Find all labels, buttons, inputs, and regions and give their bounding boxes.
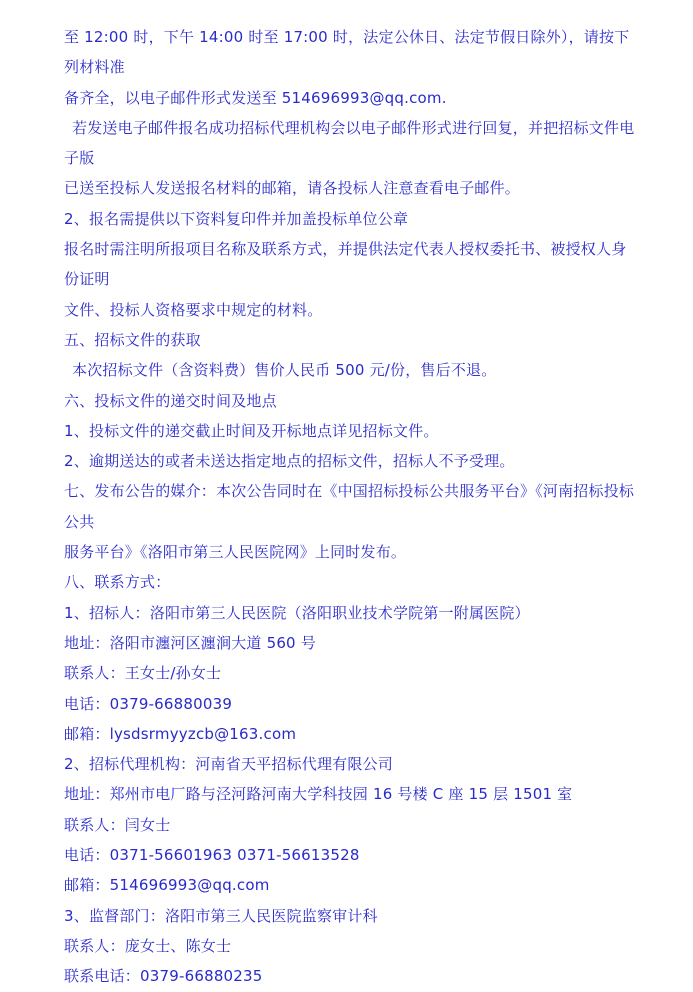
text-line: 2、报名需提供以下资料复印件并加盖投标单位公章 <box>64 209 409 228</box>
text-line: 邮箱：lysdsrmyyzcb@163.com <box>64 724 297 743</box>
text-line: 六、投标文件的递交时间及地点 <box>64 391 277 410</box>
text-line: 3、监督部门：洛阳市第三人民医院监察审计科 <box>64 906 378 925</box>
text-line: 本次招标文件（含资料费）售价人民币 500 元/份，售后不退。 <box>72 361 497 380</box>
text-line: 电话：0379-66880039 <box>64 694 233 713</box>
text-line: 联系人：庞女士、陈女士 <box>64 936 232 955</box>
text-line: 联系电话：0379-66880235 <box>64 967 263 986</box>
text-line: 服务平台》《洛阳市第三人民医院网》上同时发布。 <box>64 543 407 562</box>
text-line: 七、发布公告的媒介：本次公告同时在《中国招标投标公共服务平台》《河南招标投标公共 <box>64 482 635 531</box>
text-line: 联系人：闫女士 <box>64 815 171 834</box>
text-line: 地址：洛阳市瀍河区瀍涧大道 560 号 <box>64 633 316 652</box>
text-line: 2、逾期送达的或者未送达指定地点的招标文件，招标人不予受理。 <box>64 452 515 471</box>
text-line: 备齐全，以电子邮件形式发送至 514696993@qq.com. <box>64 88 447 107</box>
text-line: 地址：郑州市电厂路与泾河路河南大学科技园 16 号楼 C 座 15 层 1501 室 <box>64 785 573 804</box>
text-line: 2、招标代理机构：河南省天平招标代理有限公司 <box>64 755 393 774</box>
text-line: 至 12:00 时，下午 14:00 时至 17:00 时，法定公休日、法定节假日除外），请按下列材料准 <box>64 28 630 77</box>
text-line: 五、招标文件的获取 <box>64 330 201 349</box>
text-line: 电话：0371-56601963 0371-56613528 <box>64 846 360 865</box>
text-line: 邮箱：514696993@qq.com <box>64 876 270 895</box>
text-line: 1、招标人：洛阳市第三人民医院（洛阳职业技术学院第一附属医院） <box>64 603 530 622</box>
text-line: 报名时需注明所报项目名称及联系方式，并提供法定代表人授权委托书、被授权人身份证明 <box>64 240 627 289</box>
text-line: 若发送电子邮件报名成功招标代理机构会以电子邮件形式进行回复，并把招标文件电子版 <box>64 118 635 168</box>
text-line: 文件、投标人资格要求中规定的材料。 <box>64 300 323 319</box>
document-text <box>64 22 636 992</box>
text-line: 1、投标文件的递交截止时间及开标地点详见招标文件。 <box>64 421 439 440</box>
text-line: 八、联系方式： <box>64 573 171 592</box>
text-line: 联系人：王女士/孙女士 <box>64 664 222 683</box>
text-line: 已送至投标人发送报名材料的邮箱，请各投标人注意查看电子邮件。 <box>64 179 521 198</box>
